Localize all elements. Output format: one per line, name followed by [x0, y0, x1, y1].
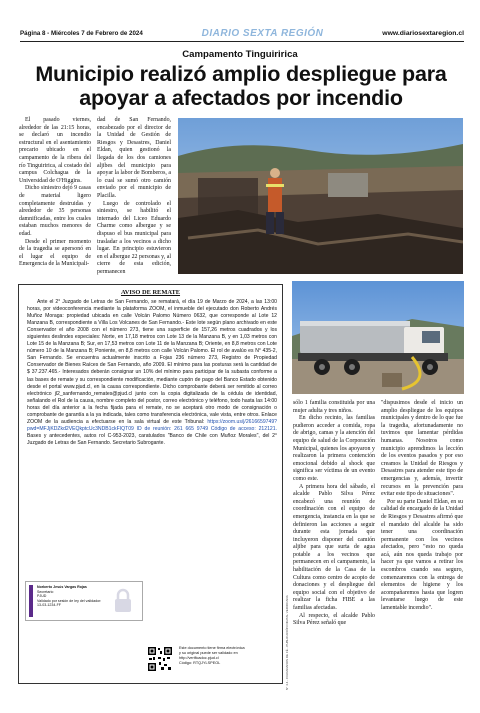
article-headline: Municipio realizó amplio despliegue para apoyar a afectados por incendio [35, 62, 447, 110]
website-link[interactable]: www.diariosextaregion.cl [382, 29, 464, 37]
paragraph: Luego de controlado el siniestro, se habilitó el internado del Liceo Eduardo Charme como albergue y se dispuso el bus municipal para trasladar a los vecinos a dicho lugar. En principio estuvieron en el albergue 22 personas y, al cierre de esta edición, permanecen [97, 200, 171, 275]
water-truck-illustration [292, 281, 464, 394]
padlock-watermark-icon [112, 588, 134, 614]
article-column-4 [381, 400, 463, 613]
verification-code: Código: RTQJYLSPEOL [179, 661, 221, 665]
paragraph: En dicho recinto, las familias pudieron acceder a comida, ropa de abrigo, camas y la atención del equipo de salud de la Corporación Municipal, quienes los apoyaron y realizaron la primera contención emocional debido al shock que significa ser víctima de un evento como este. [293, 415, 375, 482]
signer-org: PJUD [37, 594, 47, 599]
zoom-link[interactable]: https://zoom.us/j/2616659749?pwd=MFJjKDZkd2VEQkptcUc3NDB1ckFIQT09 ID de reunión: 261 665 9749 Código de acceso: 212121. [27, 418, 277, 432]
auction-notice [18, 284, 283, 684]
paragraph: Desde el primer momento de la tragedia se apersonó en el lugar el equipo de Emergencia de la Municipali- [19, 238, 91, 268]
water-truck-photo [292, 281, 464, 394]
signature-lock-icon [29, 585, 33, 617]
article-column-2 [97, 117, 171, 276]
paragraph: "dispusimos desde el inicio un amplio despliegue de los equipos municipales y dentro de lo que fue la tragedia, afortunadamente no tuvimos que lamentar pérdidas humanas. Nosotros como municipio aprendimos la lección de los eventos pasados y por eso creamos la Unidad de Riesgos y Desastres para atender este tipo de emergencias y, además, invertir recursos en la prevención para evitar este tipo de situaciones". [381, 400, 463, 498]
article-kicker: Campamento Tinguiririca [182, 49, 298, 60]
fire-aftermath-photo [178, 118, 463, 274]
paragraph: Por su parte Daniel Eldan, en su calidad de encargado de la Unidad de Riesgos y Desastres afirmó que el mandato del alcalde ha sido tener una coordinación permanente con los vecinos afectados, pero "esto no queda acá, aún nos queda trabajo por hacer ya que vamos a retirar los escombros cuando sea seguro, comenzaremos con la entrega de elementos de higiene y los acompañaremos hasta que logren levantarse luego de este lamentable incendio". [381, 498, 463, 612]
verification-text: Este documento tiene firma electrónica y su original puede ser validado en http://verificadoc.pjud.cl Código: RTQJYLSPEOL [179, 646, 275, 666]
paragraph: El pasado viernes, alrededor de las 21:15 horas, se declaró un incendio estructural en el asentamiento precario ubicado en el campamento de la ribera del río Tinguiririca, al costado del campus Colchagua de la Universidad de O'Higgins. [19, 117, 91, 184]
article-column-1 [19, 117, 91, 269]
electronic-signature-box [25, 581, 143, 621]
auction-notice-text: Ante el 2° Juzgado de Letras de San Fernando, se rematará, el día 19 de Marzo de 2024, a las 13:00 horas, por videoconferencia mediante la plataforma ZOOM, el inmueble del ejecutado don Roberto Andrés Muñoz Moraga: propiedad ubicada en calle Volcán Palomo Número 0632, que corresponde al Lote 12 Manzana B, correspondiente a Villa Los Volcanes de San Fernando.- Este lote según plano archivado en este Conservador el año 2008 con el número 273, tiene una superficie de 157,26 metros cuadrados y los siguientes deslindes especiales: Norte, en 17,18 metros con Lote 13 de la Manzana B, y en 1,03 metros con Lote 15 de la Manzana B; Sur, en 17,53 metros con Lote 11 de la Manzana B; Oriente, en 8,8 metros con Lote número 10 de la Manzana B; Poniente, en 8,8 metros con calle Volcán Palomo. El rol de avalúo es N° 435-2, San Fernando. Se encuentra actualmente inscrito a Fojas 236 número 273, Registro de Propiedad Conservador de Bienes Raíces de San Fernando, año 2009. El mínimo para las posturas será la cantidad de $ 37.237.465.- Interesados deberán consignar un 10% del mínimo para participar de la subasta conforme a las bases de remate y su correspondiente modificación, mediante cupón de pago del Banco Estado obtenido desde el portal www.pjud.cl, en la causa correspondiente. Dicho comprobante deberá ser remitido al correo electrónico jl2_sanfernando_remates@pjud.cl junto con la copia digitalizada de la cédula de identidad, señalando el Rol de la causa, nombre completo del postor, correo electrónico y teléfono, todo hasta las 14:00 horas del día anterior a la fecha fijada para el remate, no se aceptará otro modo de consignación o comprobante de garantía a la ya indicada, tales como transferencia electrónica, vale vista, entre otros. Enlace ZOOM de la audiencia a efectuarse en la sala virtual de este Tribunal: [27, 299, 277, 425]
paragraph: A primera hora del sábado, el alcalde Pablo Silva Pérez encabezó una reunión de coordinación con el equipo de emergencia, instancia en la que se definieron las acciones a seguir durante esta jornada que incluyeron disponer del camión aljibe para que surta de agua potable a los vecinos que permanecen en el campamento, la habilitación de la Casa de la Cultura como centro de acopio de donaciones y el despliegue del equipo social con el objetivo de realizar la ficha FIBE a las familias afectadas. [293, 483, 375, 612]
auction-notice-body [27, 299, 277, 447]
auction-notice-tail: Bases y antecedentes, autos rol C-953-2023, caratulados "Banco de Chile con Muñoz Morales", del 2° Juzgado de Letras de San Fernando. Secretario Subrogante. [27, 432, 277, 446]
signature-note-code: 13-03-1234-FF [37, 603, 61, 608]
header-divider [20, 41, 464, 42]
vertical-margin-code: N° 4.4 - CIUDADANOS DE FÉ - PUBLICACIÓN DIGITAL VERIFICADA [285, 595, 289, 690]
paragraph: sólo 1 familia constituida por una mujer adulta y tres niños. [293, 400, 375, 414]
auction-notice-title: AVISO DE REMATE [120, 289, 181, 296]
qr-code-icon[interactable] [147, 646, 173, 672]
article-column-3 [293, 400, 375, 628]
paragraph: Al respecto, el alcalde Pablo Silva Pérez señaló que [293, 612, 375, 627]
page-header [20, 26, 464, 40]
paragraph: dad de San Fernando, encabezado por el director de la Unidad de Gestión de Riesgos y Desastres, Daniel Eldan, quien gestionó la llegada de los dos camiones aljibes del municipio para apoyar la labor de Bomberos, a lo cual se sumó otro camión enviado por el municipio de Placilla. [97, 117, 171, 199]
page-date: Página 8 - Miércoles 7 de Febrero de 2024 [20, 29, 143, 37]
verification-url[interactable]: http://verificadoc.pjud.cl [179, 656, 219, 660]
signer-role: Secretario [37, 589, 54, 594]
signer-name: Norberto Jesús Vargas Rojas [37, 585, 87, 589]
paragraph: Dicho siniestro dejó 9 casas de material ligero completamente destruidas y alrededor de 35 personas damnificadas, entre los cuales estaban muchos menores de edad. [19, 185, 91, 237]
newspaper-brand: DIARIO SEXTA REGIÓN [201, 27, 324, 39]
signature-note: Validado por sesión de ley del validador: [37, 598, 102, 603]
fire-aftermath-illustration [178, 118, 463, 274]
